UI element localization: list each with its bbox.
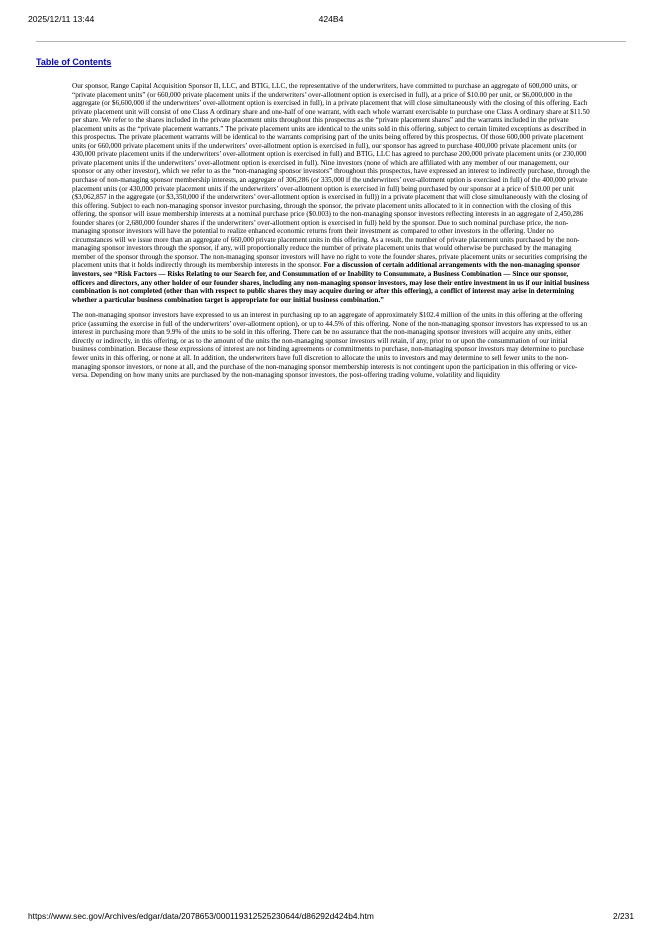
paragraph-1-bold-text: For a discussion of certain additional arrangements with the non-managing sponsor investors, see “Risk Factors — Risks Relating to our Search for, and Consummation of or Inability to Consummate, a Business Combination — Since our sponsor, officers and directors, any other holder of our founder shares, including any non-managing sponsor investors, may lose their entire investment in us if our initial business combination is not completed (other than with respect to public shares they may acquire during or after this offering), a conflict of interest may arise in determining whether a particular business combination target is appropriate for our initial business combination.” xyxy=(72,261,590,304)
body-paragraph-2 xyxy=(72,311,590,379)
table-of-contents-link[interactable]: Table of Contents xyxy=(36,57,112,67)
paragraph-1-text: Our sponsor, Range Capital Acquisition Sponsor II, LLC, and BTIG, LLC, the representative of the underwriters, have committed to purchase an aggregate of 600,000 units, or “private placement units” (or 660,000 private placement units if the underwriters’ over-allotment option is exercised in full), at a price of $10.00 per unit, or $6,000,000 in the aggregate (or $6,600,000 if the underwriters’ over-allotment option is exercised in full), in a private placement that will close simultaneously with the closing of this offering. Each private placement unit will consist of one Class A ordinary share and one-half of one warrant, with each whole warrant exercisable to purchase one Class A ordinary share at $11.50 per share. We refer to the shares included in the private placement units throughout this prospectus as the “private placement shares” and the warrants included in the private placement units as the “private placement warrants.” The private placement units are identical to the units sold in this offering, subject to certain limited exceptions as described in this prospectus. The private placement warrants will be identical to the warrants comprising part of the units being offered by this prospectus. Of those 600,000 private placement units (or 660,000 private placement units if the underwriters’ over-allotment option is exercised in full), our sponsor has agreed to purchase 400,000 private placement units (or 430,000 private placement units if the underwriters’ over-allotment option is exercised in full) and BTIG, LLC has agreed to purchase 200,000 private placement units (or 230,000 private placement units if the underwriters’ over-allotment option is exercised in full). Nine investors (none of which are affiliated with any member of our management, our sponsor or any other investor), which we refer to as the “non-managing sponsor investors” throughout this prospectus, have expressed an interest to indirectly purchase, through the purchase of non-managing sponsor membership interests, an aggregate of 306,286 (or 335,000 if the underwriters’ over-allotment option is exercised in full) of the 400,000 private placement units (or 430,000 private placement units if the underwriters’ over-allotment option is exercised in full) being purchased by our sponsor at a price of $10.00 per unit ($3,062,857 in the aggregate (or $3,350,000 if the underwriters’ over-allotment option is exercised in full)) in a private placement that will close simultaneously with the closing of this offering. Subject to each non-managing sponsor investor purchasing, through the sponsor, the private placement units allocated to it in connection with the closing of this offering, the sponsor will issue membership interests at a nominal purchase price ($0.003) to the non-managing sponsor investors reflecting interests in an aggregate of 2,450,286 founder shares (or 2,680,000 founder shares if the underwriters’ over-allotment option is exercised in full) held by the sponsor. Due to such nominal purchase price, the non-managing sponsor investors will have the potential to realize enhanced economic returns from their investment as compared to other investors in the offering. Under no circumstances will we issue more than an aggregate of 660,000 private placement units in this offering. As a result, the number of private placement units purchased by the non-managing sponsor investors through the sponsor, if any, will proportionally reduce the number of private placement units that would otherwise be purchased by the managing member of the sponsor through the sponsor. The non-managing sponsor investors will have no right to vote the founder shares, private placement units or securities comprising the placement units that it holds indirectly through its membership interests in the sponsor. xyxy=(72,82,590,270)
page-number: 2/231 xyxy=(613,911,634,921)
footer-url: https://www.sec.gov/Archives/edgar/data/2078653/000119312525230644/d86292d424b4.htm xyxy=(28,911,374,921)
paragraph-2-text: The non-managing sponsor investors have expressed to us an interest in purchasing up to an aggregate of approximately $102.4 million of the units in this offering at the offering price (assuming the exercise in full of the underwriters’ over-allotment option), or up to 44.5% of this offering. None of the non-managing sponsor investors has expressed to us an interest in purchasing more than 9.9% of the units to be sold in this offering. There can be no assurance that the non-managing sponsor investors will acquire any units, either directly or indirectly, in this offering, or as to the amount of the units the non-managing sponsor investors will retain, if any, prior to or upon the consummation of our initial business combination. Because these expressions of interest are not binding agreements or commitments to purchase, non-managing sponsor investors may determine to purchase fewer units in this offering, or none at all. In addition, the underwriters have full discretion to allocate the units to investors and may determine to sell fewer units to the non-managing sponsor investors, or none at all, and the purchase of the non-managing sponsor membership interests is not contingent upon the participation in this offering or vice-versa. Depending on how many units are purchased by the non-managing sponsor investors, the post-offering trading volume, volatility and liquidity xyxy=(72,311,588,380)
document-body xyxy=(72,82,590,387)
print-datetime: 2025/12/11 13:44 xyxy=(28,14,95,24)
document-title: 424B4 xyxy=(318,14,344,24)
header-divider xyxy=(36,41,626,42)
body-paragraph-1 xyxy=(72,82,590,304)
